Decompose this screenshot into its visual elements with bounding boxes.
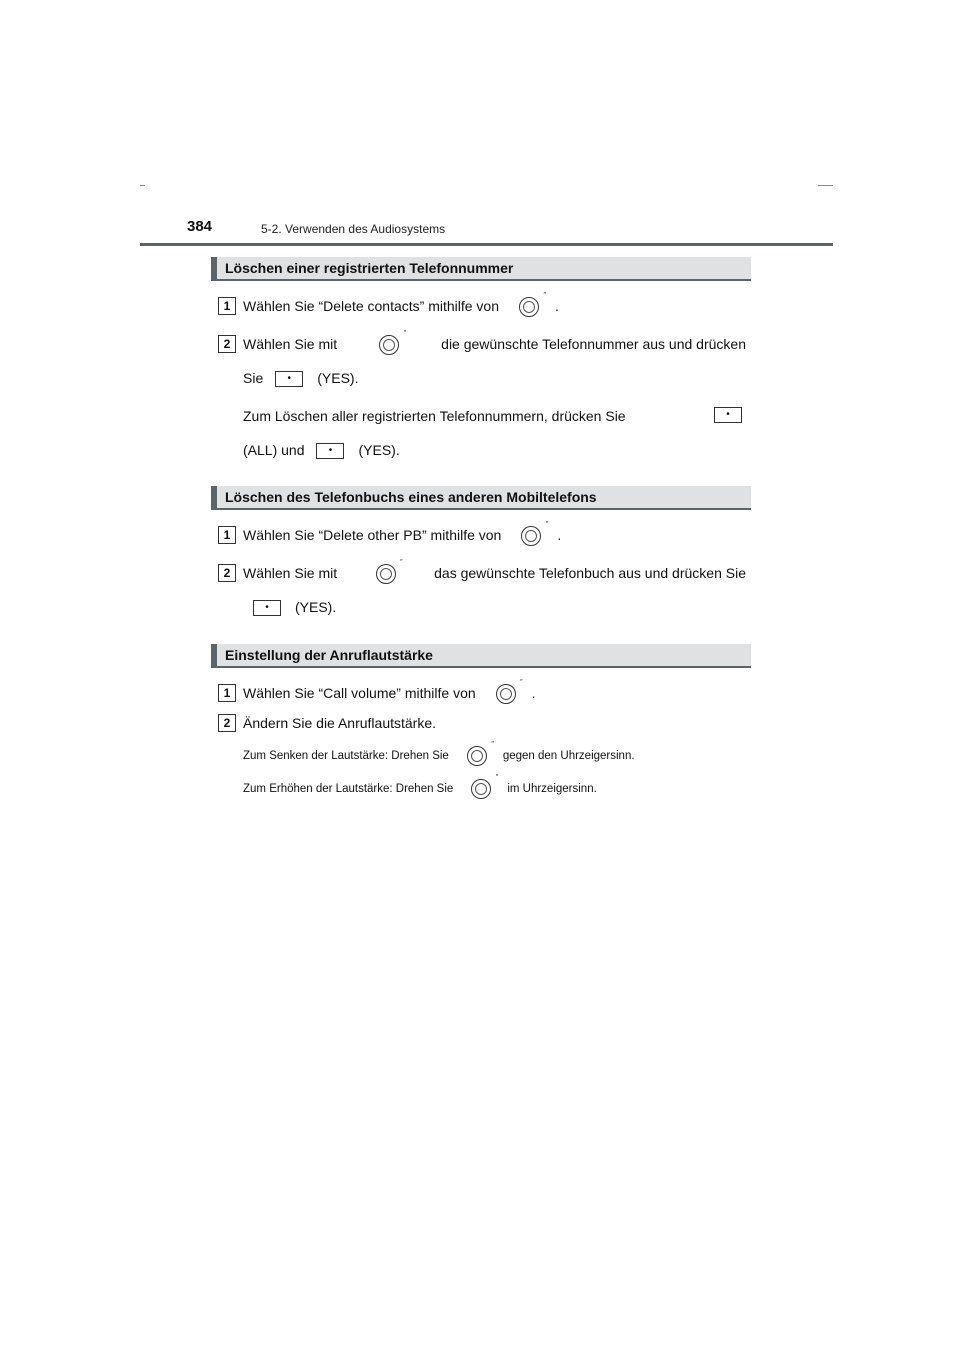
page-number: 384 — [187, 218, 213, 235]
preset-button-icon: • — [253, 600, 281, 616]
step-text-after: das gewünschte Telefonbuch aus und drücken Sie — [434, 565, 746, 581]
section-heading: Löschen einer registrierten Telefonnummer — [211, 257, 751, 281]
knob-mark: ″ — [495, 774, 499, 781]
detail-text-after: gegen den Uhrzeigersinn. — [502, 750, 635, 763]
tune-knob-icon — [519, 292, 546, 317]
step-text — [243, 292, 559, 317]
tune-knob-icon — [379, 330, 407, 355]
knob-mark: ″ — [543, 292, 546, 300]
note-text-continued — [243, 441, 400, 459]
step-number: 2 — [218, 714, 236, 732]
tune-knob-icon — [376, 559, 403, 584]
step-number: 2 — [218, 335, 236, 353]
note-text-after: (YES). — [358, 442, 400, 458]
tune-knob-icon — [467, 741, 494, 766]
step-text-before: Wählen Sie “Delete contacts” mithilfe von — [243, 298, 499, 314]
knob-mark: ″ — [545, 521, 549, 529]
step-text-after: (YES). — [295, 599, 337, 615]
step-text — [243, 679, 536, 704]
step-text-before: Wählen Sie “Call volume” mithilfe von — [243, 685, 476, 701]
header-rule — [140, 243, 833, 246]
step-text-before: Wählen Sie mit — [243, 336, 338, 352]
section-heading: Einstellung der Anruflautstärke — [211, 644, 751, 668]
crop-mark-left — [140, 185, 145, 186]
detail-text-before: Zum Erhöhen der Lautstärke: Drehen Sie — [243, 783, 454, 796]
step-number: 1 — [218, 526, 236, 544]
knob-mark: ″ — [520, 679, 523, 687]
detail-text — [243, 741, 635, 766]
section-heading: Löschen des Telefonbuchs eines anderen Mobiltelefons — [211, 486, 751, 510]
knob-mark: ″ — [491, 741, 494, 748]
step-text-before: Sie — [243, 370, 264, 386]
knob-mark: ″ — [403, 330, 407, 337]
step-text-before: Wählen Sie “Delete other PB” mithilfe von — [243, 527, 502, 543]
knob-mark: ″ — [400, 559, 403, 566]
tune-knob-icon — [496, 679, 523, 704]
tune-knob-icon — [471, 774, 499, 799]
tune-knob-icon — [521, 521, 549, 546]
step-text-continued — [243, 369, 358, 387]
detail-text — [243, 774, 597, 799]
step-text — [243, 521, 562, 546]
note-text — [243, 407, 746, 425]
step-text — [243, 330, 746, 355]
preset-button-icon: • — [316, 443, 344, 459]
step-text-after: . — [557, 527, 562, 543]
step-text-after: (YES). — [317, 370, 359, 386]
step-text-after: . — [555, 298, 559, 314]
detail-text-after: im Uhrzeigersinn. — [507, 783, 597, 796]
step-text-after: . — [531, 685, 536, 701]
detail-text-before: Zum Senken der Lautstärke: Drehen Sie — [243, 750, 449, 763]
step-number: 1 — [218, 684, 236, 702]
step-number: 2 — [218, 564, 236, 582]
step-text-continued — [243, 598, 336, 616]
crop-mark-right — [818, 185, 833, 186]
preset-button-icon: • — [275, 371, 303, 387]
step-text-before: Wählen Sie mit — [243, 565, 338, 581]
note-text-line: Zum Löschen aller registrierten Telefonnummern, drücken Sie — [243, 408, 626, 424]
preset-button-icon: • — [714, 407, 742, 423]
step-number: 1 — [218, 297, 236, 315]
note-text-before: (ALL) und — [243, 442, 305, 458]
step-text-after: die gewünschte Telefonnummer aus und drücken — [441, 336, 746, 352]
step-text: Ändern Sie die Anruflautstärke. — [243, 715, 437, 731]
running-head: 5-2. Verwenden des Audiosystems — [261, 222, 446, 236]
step-text — [243, 559, 746, 584]
